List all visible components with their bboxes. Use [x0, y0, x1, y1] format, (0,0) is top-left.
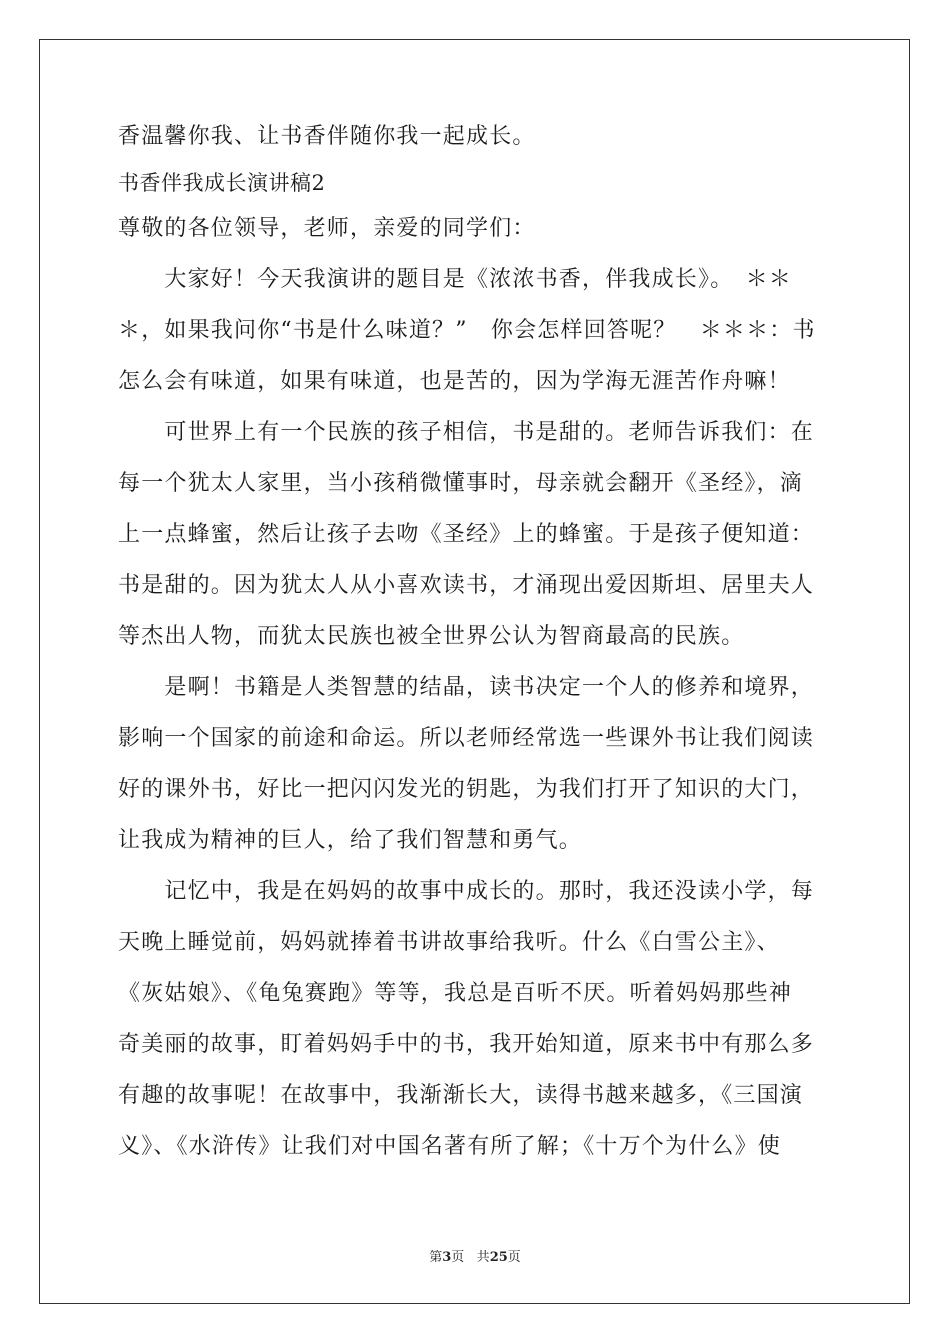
text-line: 等杰出人物，而犹太民族也被全世界公认为智商最高的民族。: [118, 624, 745, 649]
text-line: 奇美丽的故事，盯着妈妈手中的书，我开始知道，原来书中有那么多: [118, 1032, 815, 1057]
page-suffix: 页: [451, 1250, 465, 1265]
text-line: 记忆中，我是在妈妈的故事中成长的。那时，我还没读小学，每: [118, 879, 815, 904]
page-prefix: 第: [429, 1250, 443, 1265]
text-line: 有趣的故事呢！在故事中，我渐渐长大，读得书越来越多，《三国演: [118, 1083, 804, 1108]
text-line: 影响一个国家的前途和命运。所以老师经常选一些课外书让我们阅读: [118, 726, 815, 751]
document-body: [118, 122, 838, 1162]
text-line: 上一点蜂蜜，然后让孩子去吻《圣经》上的蜂蜜。于是孩子便知道：: [118, 522, 815, 547]
total-pages: 25: [489, 1250, 508, 1265]
text-line: 天晚上睡觉前，妈妈就捧着书讲故事给我听。什么《白雪公主》、: [118, 930, 780, 955]
text-line: 书是甜的。因为犹太人从小喜欢读书，才涌现出爱因斯坦、居里夫人: [118, 573, 815, 598]
text-line: 每一个犹太人家里，当小孩稍微懂事时，母亲就会翻开《圣经》，滴: [118, 471, 804, 496]
page-number: 3: [442, 1250, 452, 1265]
page-footer: [0, 1246, 950, 1265]
salutation-line: 尊敬的各位领导，老师，亲爱的同学们：: [118, 216, 536, 241]
text-line: 是啊！书籍是人类智慧的结晶，读书决定一个人的修养和境界，: [118, 675, 815, 700]
text-line: ＊，如果我问你“书是什么味道？” 你会怎样回答呢？ ＊＊＊：书: [118, 318, 816, 343]
text-line: 可世界上有一个民族的孩子相信，书是甜的。老师告诉我们：在: [118, 420, 815, 445]
text-line: 香温馨你我、让书香伴随你我一起成长。: [118, 124, 536, 149]
text-line: 义》、《水浒传》让我们对中国名著有所了解；《十万个为什么》使: [118, 1134, 782, 1159]
text-line: 《灰姑娘》、《龟兔赛跑》等等，我总是百听不厌。听着妈妈那些神: [118, 981, 793, 1006]
text-line: 好的课外书，好比一把闪闪发光的钥匙，为我们打开了知识的大门，: [118, 777, 815, 802]
total-prefix: 共: [476, 1250, 490, 1265]
text-line: 让我成为精神的巨人，给了我们智慧和勇气。: [118, 828, 583, 853]
section-heading: 书香伴我成长演讲稿2: [118, 171, 326, 195]
text-line: 大家好！今天我演讲的题目是《浓浓书香，伴我成长》。 ＊＊: [118, 267, 793, 292]
total-suffix: 页: [507, 1250, 521, 1265]
text-line: 怎么会有味道，如果有味道，也是苦的，因为学海无涯苦作舟嘛！: [118, 369, 791, 394]
